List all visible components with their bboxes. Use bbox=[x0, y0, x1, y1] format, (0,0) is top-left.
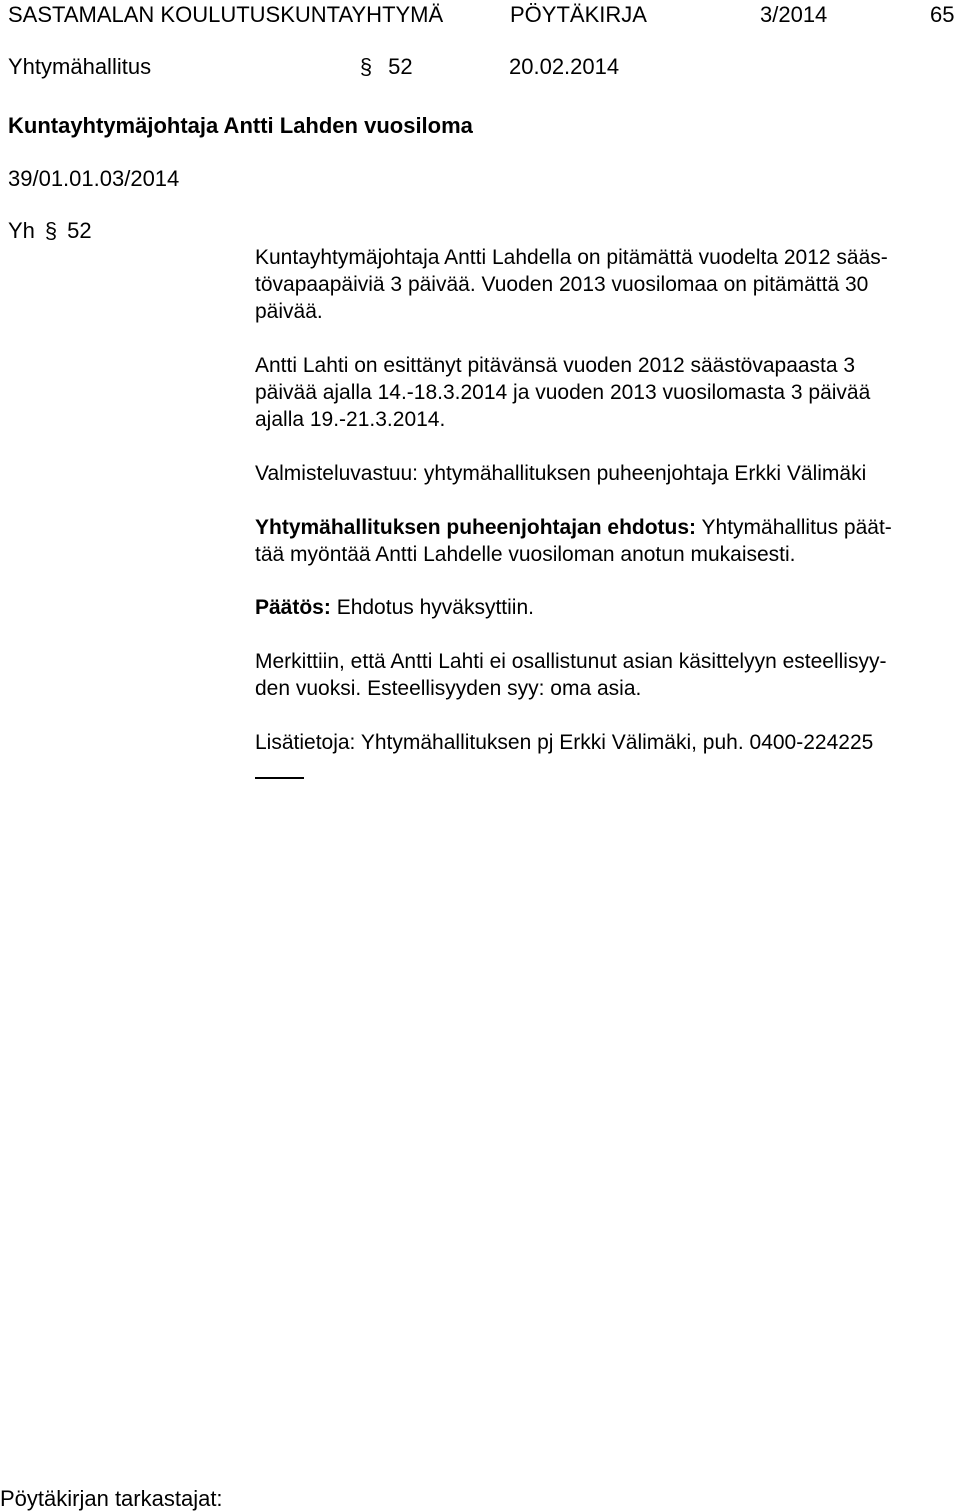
text-line: Lisätietoja: Yhtymähallituksen pj Erkki Välimäki, puh. 0400-224225 bbox=[255, 731, 874, 754]
proposal-text: Yhtymähallitus päät- bbox=[696, 516, 892, 539]
page-number: 65 bbox=[930, 2, 955, 27]
proposal-paragraph bbox=[255, 514, 945, 568]
section-ref-number: 52 bbox=[67, 218, 92, 243]
svg-text:§: § bbox=[359, 54, 373, 78]
text-line: Merkittiin, että Antti Lahti ei osallistunut asian käsittelyyn esteellisyy- bbox=[255, 650, 887, 673]
text-line: ajalla 19.-21.3.2014. bbox=[255, 408, 446, 431]
document-number: 3/2014 bbox=[760, 2, 828, 27]
section-sign-icon bbox=[356, 54, 376, 78]
case-number: 39/01.01.03/2014 bbox=[8, 166, 180, 191]
proposal-label: Yhtymähallituksen puheenjohtajan ehdotus: bbox=[255, 516, 697, 539]
text-line: päivää. bbox=[255, 300, 323, 323]
text-line bbox=[255, 514, 945, 541]
section-sign-icon bbox=[41, 218, 61, 242]
text-line: Valmisteluvastuu: yhtymähallituksen puheenjohtaja Erkki Välimäki bbox=[255, 462, 867, 485]
text-line: Antti Lahti on esittänyt pitävänsä vuoden 2012 säästövapaasta 3 bbox=[255, 354, 856, 377]
preparer-line bbox=[255, 460, 945, 487]
paragraph-request bbox=[255, 352, 945, 433]
text-line: den vuoksi. Esteellisyyden syy: oma asia. bbox=[255, 677, 642, 700]
decision-label: Päätös: bbox=[255, 596, 331, 619]
meeting-date: 20.02.2014 bbox=[509, 54, 620, 79]
decision-text: Ehdotus hyväksyttiin. bbox=[330, 596, 534, 619]
organization-name: SASTAMALAN KOULUTUSKUNTAYHTYMÄ bbox=[8, 2, 444, 27]
section-ref-prefix: Yh bbox=[8, 218, 35, 243]
text-line: tövapaapäiviä 3 päivää. Vuoden 2013 vuosilomaa on pitämättä 30 bbox=[255, 273, 869, 296]
section-ref bbox=[8, 218, 92, 244]
document-type: PÖYTÄKIRJA bbox=[510, 2, 647, 27]
svg-text:§: § bbox=[44, 218, 58, 242]
recusal-note bbox=[255, 648, 945, 702]
text-line: päivää ajalla 14.-18.3.2014 ja vuoden 2013 vuosilomasta 3 päivää bbox=[255, 381, 871, 404]
section-number: 52 bbox=[388, 54, 413, 79]
reviewers-label: Pöytäkirjan tarkastajat: bbox=[0, 1486, 223, 1511]
decision-paragraph bbox=[255, 594, 945, 621]
case-title: Kuntayhtymäjohtaja Antti Lahden vuosiloma bbox=[8, 113, 473, 138]
text-line: Kuntayhtymäjohtaja Antti Lahdella on pitämättä vuodelta 2012 sääs- bbox=[255, 246, 888, 269]
body-name: Yhtymähallitus bbox=[8, 54, 152, 79]
contact-info bbox=[255, 729, 945, 756]
separator-rule bbox=[255, 777, 304, 779]
section-reference bbox=[356, 54, 413, 80]
text-line bbox=[255, 594, 945, 621]
text-line: tää myöntää Antti Lahdelle vuosiloman anotun mukaisesti. bbox=[255, 543, 796, 566]
paragraph-backlog bbox=[255, 244, 945, 325]
